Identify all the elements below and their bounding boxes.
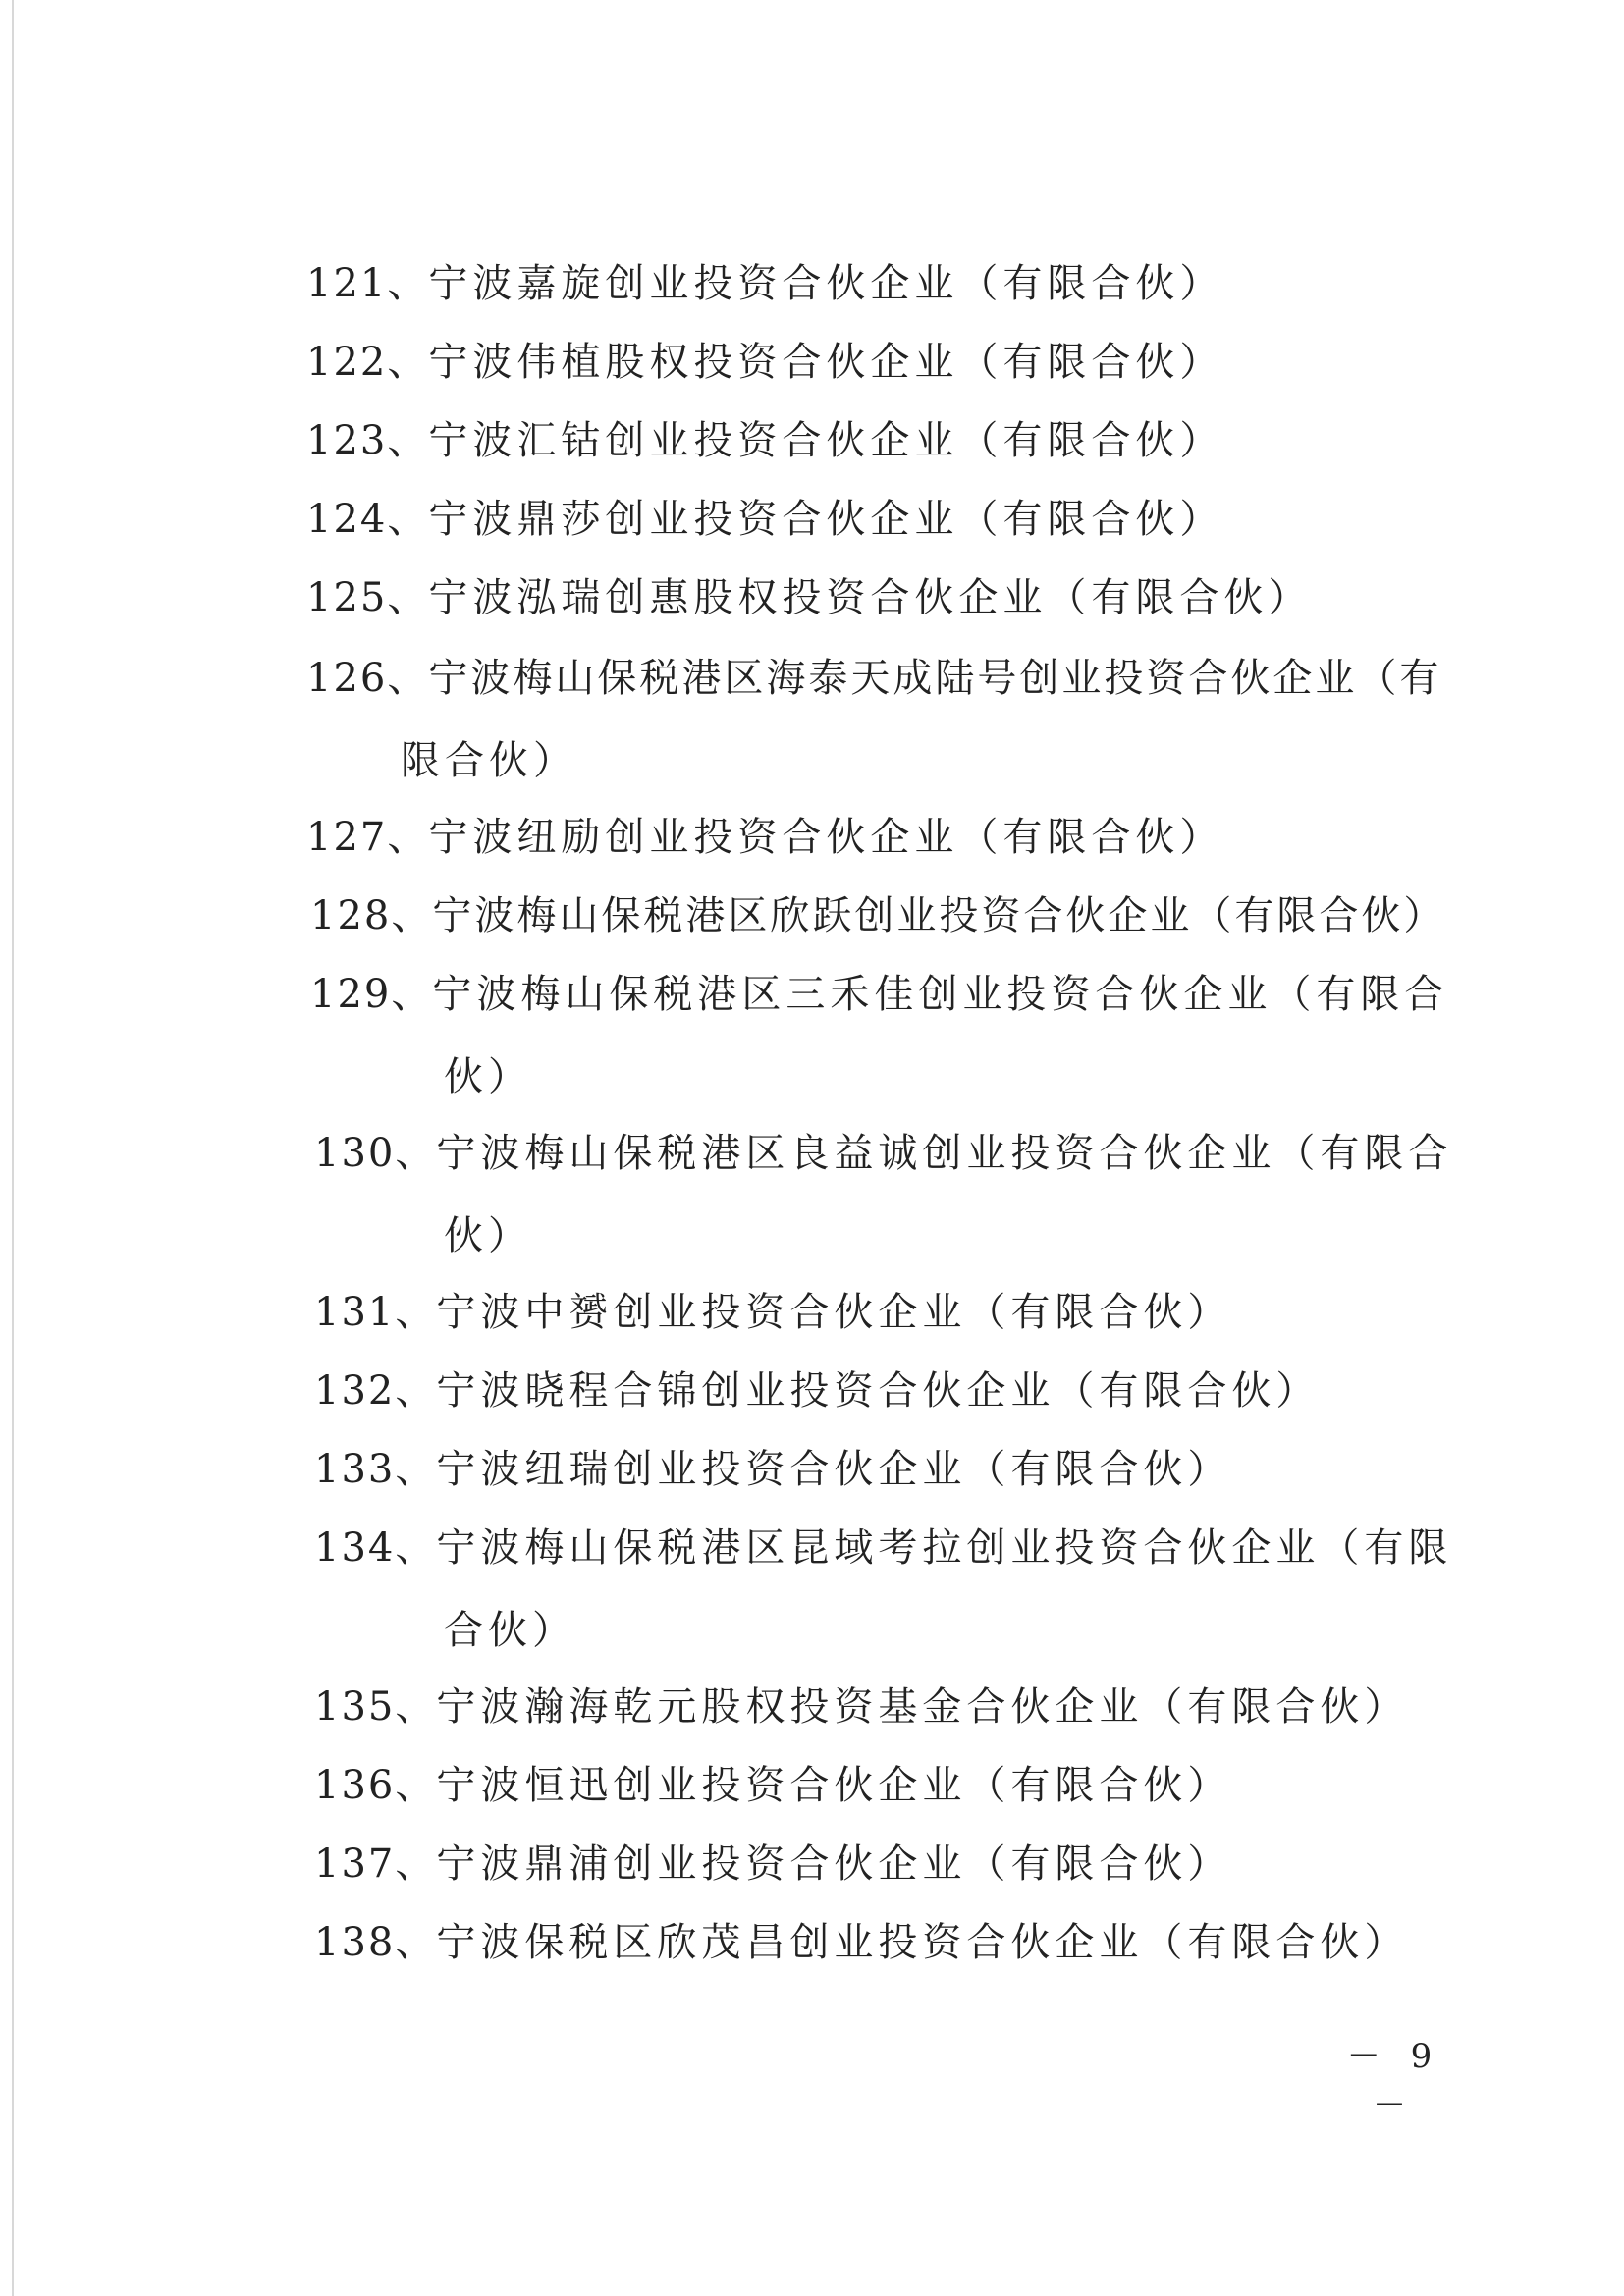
item-number: 129、: [310, 972, 433, 1017]
item-number: 135、: [314, 1684, 437, 1730]
item-text: 宁波鼎浦创业投资合伙企业（有限合伙）: [436, 1842, 1232, 1887]
list-item: [314, 1115, 1452, 1193]
list-item-continuation: 伙）: [444, 1054, 532, 1099]
item-number: 121、: [306, 261, 429, 306]
item-text: 宁波纽瑞创业投资合伙企业（有限合伙）: [436, 1447, 1232, 1492]
item-text: 宁波梅山保税港区海泰天成陆号创业投资合伙企业（有: [428, 656, 1442, 701]
item-number: 122、: [306, 340, 429, 385]
list-item-continuation: 伙）: [444, 1213, 532, 1258]
item-number: 137、: [314, 1842, 437, 1887]
list-item: [314, 1510, 1452, 1587]
list-item: [306, 481, 1223, 559]
page-number: － 9 －: [1346, 2037, 1442, 2125]
item-text: 宁波泓瑞创惠股权投资合伙企业（有限合伙）: [428, 575, 1313, 620]
list-item: [314, 1353, 1320, 1430]
item-number: 130、: [314, 1131, 437, 1176]
list-item-continuation: 限合伙）: [401, 738, 577, 783]
item-text: 宁波梅山保税港区良益诚创业投资合伙企业（有限合: [436, 1131, 1453, 1176]
list-item: [306, 640, 1441, 718]
list-item: [314, 1669, 1408, 1746]
item-number: 136、: [314, 1763, 437, 1808]
item-text: 宁波鼎莎创业投资合伙企业（有限合伙）: [428, 497, 1224, 542]
item-number: 124、: [306, 497, 429, 542]
list-item: [306, 324, 1223, 401]
item-text: 宁波纽励创业投资合伙企业（有限合伙）: [428, 815, 1224, 860]
item-text: 宁波嘉旋创业投资合伙企业（有限合伙）: [428, 261, 1224, 306]
item-number: 138、: [314, 1920, 437, 1965]
list-item: [314, 1431, 1231, 1509]
list-item: [306, 560, 1312, 637]
item-text: 宁波梅山保税港区三禾佳创业投资合伙企业（有限合: [432, 972, 1449, 1017]
list-item: [314, 1274, 1231, 1352]
item-text: 宁波中赟创业投资合伙企业（有限合伙）: [436, 1290, 1232, 1335]
item-text: 宁波瀚海乾元股权投资基金合伙企业（有限合伙）: [436, 1684, 1409, 1730]
item-text: 宁波晓程合锦创业投资合伙企业（有限合伙）: [436, 1368, 1321, 1414]
item-text: 宁波伟植股权投资合伙企业（有限合伙）: [428, 340, 1224, 385]
item-text: 宁波汇钴创业投资合伙企业（有限合伙）: [428, 418, 1224, 463]
list-item: [306, 402, 1223, 480]
list-item: [314, 1904, 1408, 1982]
list-item: [314, 1826, 1231, 1903]
item-text: 宁波恒迅创业投资合伙企业（有限合伙）: [436, 1763, 1232, 1808]
list-item-continuation: 合伙）: [444, 1608, 576, 1653]
item-number: 127、: [306, 815, 429, 860]
item-number: 123、: [306, 418, 429, 463]
item-number: 134、: [314, 1525, 437, 1571]
item-number: 131、: [314, 1290, 437, 1335]
list-item: [310, 878, 1445, 955]
item-number: 125、: [306, 575, 429, 620]
item-text: 宁波保税区欣茂昌创业投资合伙企业（有限合伙）: [436, 1920, 1409, 1965]
item-text: 宁波梅山保税港区昆域考拉创业投资合伙企业（有限: [436, 1525, 1453, 1571]
list-item: [310, 956, 1448, 1034]
item-number: 133、: [314, 1447, 437, 1492]
list-item: [314, 1747, 1231, 1825]
list-item: [306, 245, 1223, 323]
item-number: 128、: [310, 893, 433, 938]
item-number: 126、: [306, 656, 429, 701]
list-item: [306, 799, 1223, 877]
item-number: 132、: [314, 1368, 437, 1414]
item-text: 宁波梅山保税港区欣跃创业投资合伙企业（有限合伙）: [432, 893, 1446, 938]
